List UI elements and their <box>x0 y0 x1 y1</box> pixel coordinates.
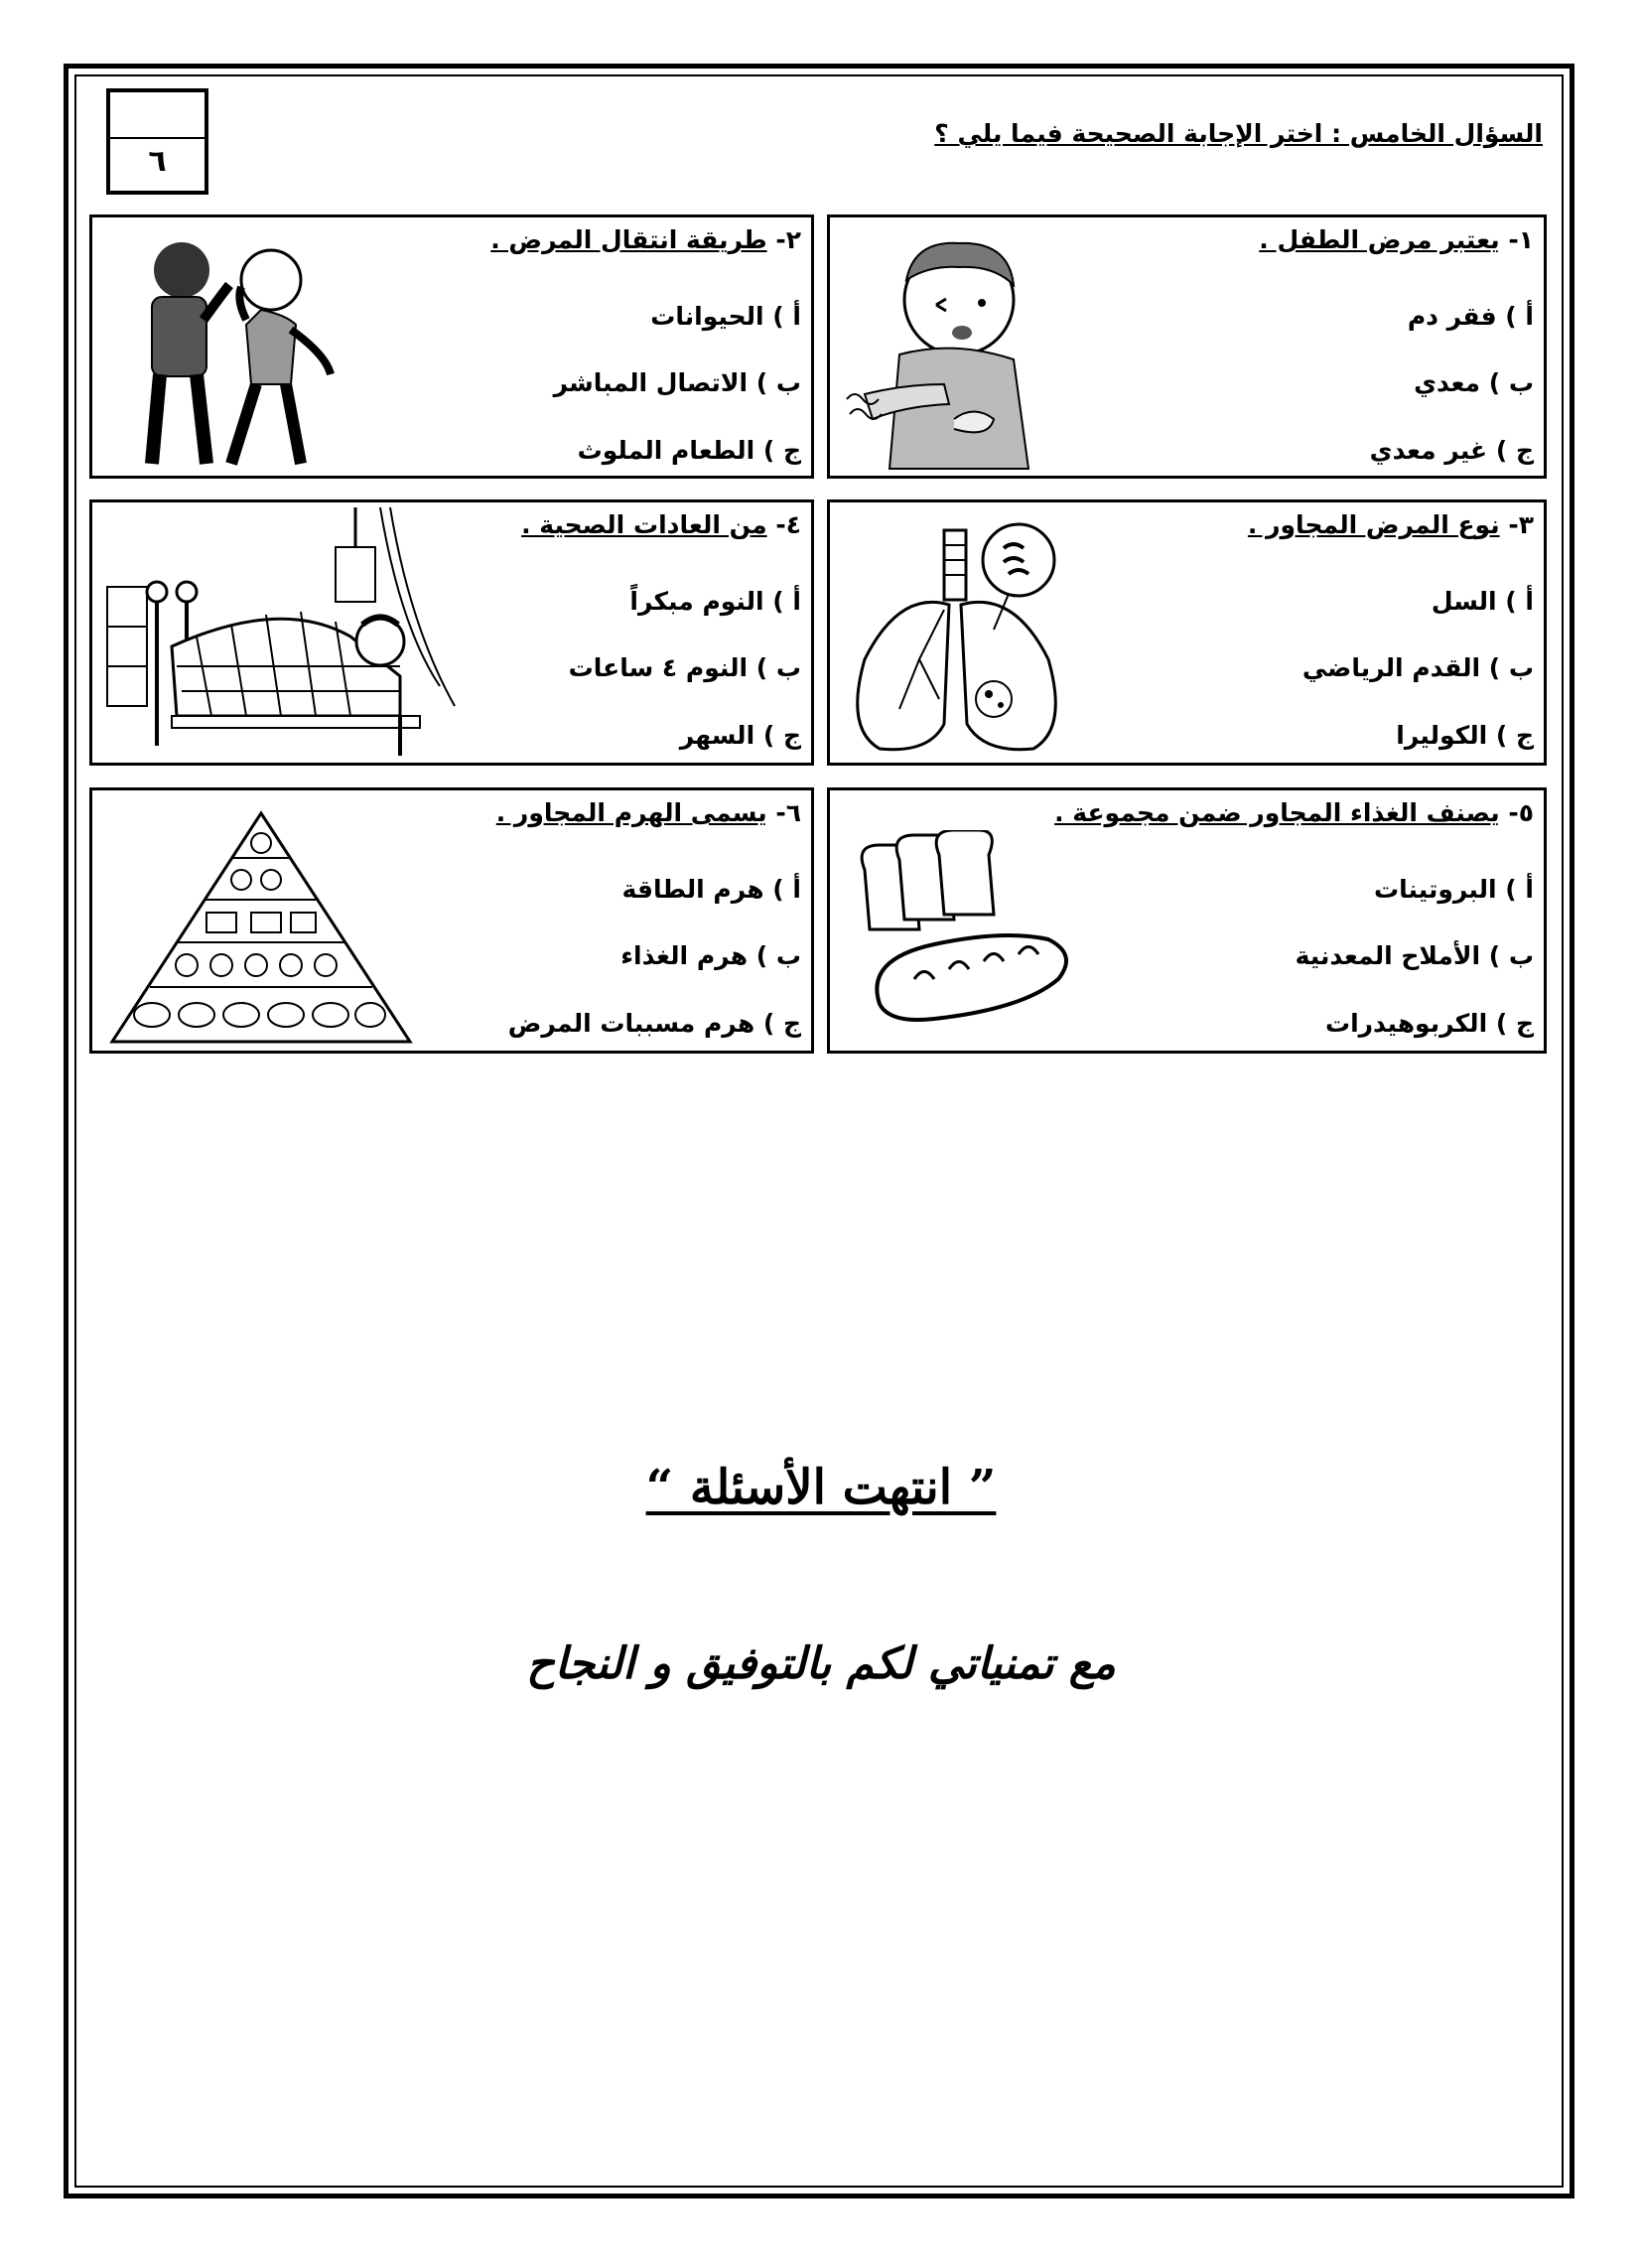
option-c[interactable]: ج ) السهر <box>679 721 801 750</box>
option-a[interactable]: أ ) النوم مبكراً <box>629 587 801 616</box>
option-a[interactable]: أ ) فقر دم <box>1407 302 1534 331</box>
item-stem: ٥- يصنف الغذاء المجاور ضمن مجموعة . <box>1054 798 1534 827</box>
item-stem: ٦- يسمى الهرم المجاور . <box>495 798 801 827</box>
question-item-1 <box>827 214 1547 479</box>
option-b[interactable]: ب ) معدي <box>1414 368 1534 397</box>
lungs-icon <box>840 510 1078 759</box>
option-b[interactable]: ب ) النوم ٤ ساعات <box>568 653 801 682</box>
question-title: السؤال الخامس : اختر الإجابة الصحيحة فيما يلي ؟ <box>934 119 1543 148</box>
option-a[interactable]: أ ) هرم الطاقة <box>621 875 801 904</box>
option-a[interactable]: أ ) الحيوانات <box>650 302 801 331</box>
option-c[interactable]: ج ) الكوليرا <box>1396 721 1534 750</box>
end-of-questions-title: ” انتهت الأسئلة “ <box>645 1460 997 1515</box>
item-stem: ٣- نوع المرض المجاور . <box>1247 510 1534 539</box>
option-b[interactable]: ب ) الاتصال المباشر <box>553 368 801 397</box>
coughing-men-icon <box>112 225 360 474</box>
question-item-3 <box>827 499 1547 766</box>
option-b[interactable]: ب ) القدم الرياضي <box>1301 653 1534 682</box>
option-b[interactable]: ب ) هرم الغذاء <box>620 941 801 970</box>
score-box <box>106 88 208 195</box>
option-c[interactable]: ج ) الكربوهيدرات <box>1324 1009 1534 1038</box>
score-value: ٦ <box>148 144 167 179</box>
bread-icon <box>845 830 1093 1049</box>
item-stem: ٤- من العادات الصحية . <box>521 510 801 539</box>
question-item-5 <box>827 787 1547 1054</box>
option-a[interactable]: أ ) السل <box>1431 587 1534 616</box>
option-a[interactable]: أ ) البروتينات <box>1374 875 1534 904</box>
sleeping-child-icon <box>102 507 470 761</box>
item-stem: ٢- طريقة انتقال المرض . <box>490 225 801 254</box>
option-c[interactable]: ج ) الطعام الملوث <box>577 436 801 465</box>
sick-child-icon <box>845 235 1063 474</box>
item-stem: ١- يعتبر مرض الطفل . <box>1259 225 1534 254</box>
option-b[interactable]: ب ) الأملاح المعدنية <box>1295 941 1534 970</box>
option-c[interactable]: ج ) غير معدي <box>1369 436 1534 465</box>
question-item-6 <box>89 787 814 1054</box>
food-pyramid-icon <box>107 808 415 1047</box>
option-c[interactable]: ج ) هرم مسببات المرض <box>507 1009 801 1038</box>
question-item-2 <box>89 214 814 479</box>
good-luck-wish: مع تمنياتي لكم بالتوفيق و النجاح <box>526 1638 1116 1689</box>
score-divider <box>110 137 205 139</box>
question-item-4 <box>89 499 814 766</box>
